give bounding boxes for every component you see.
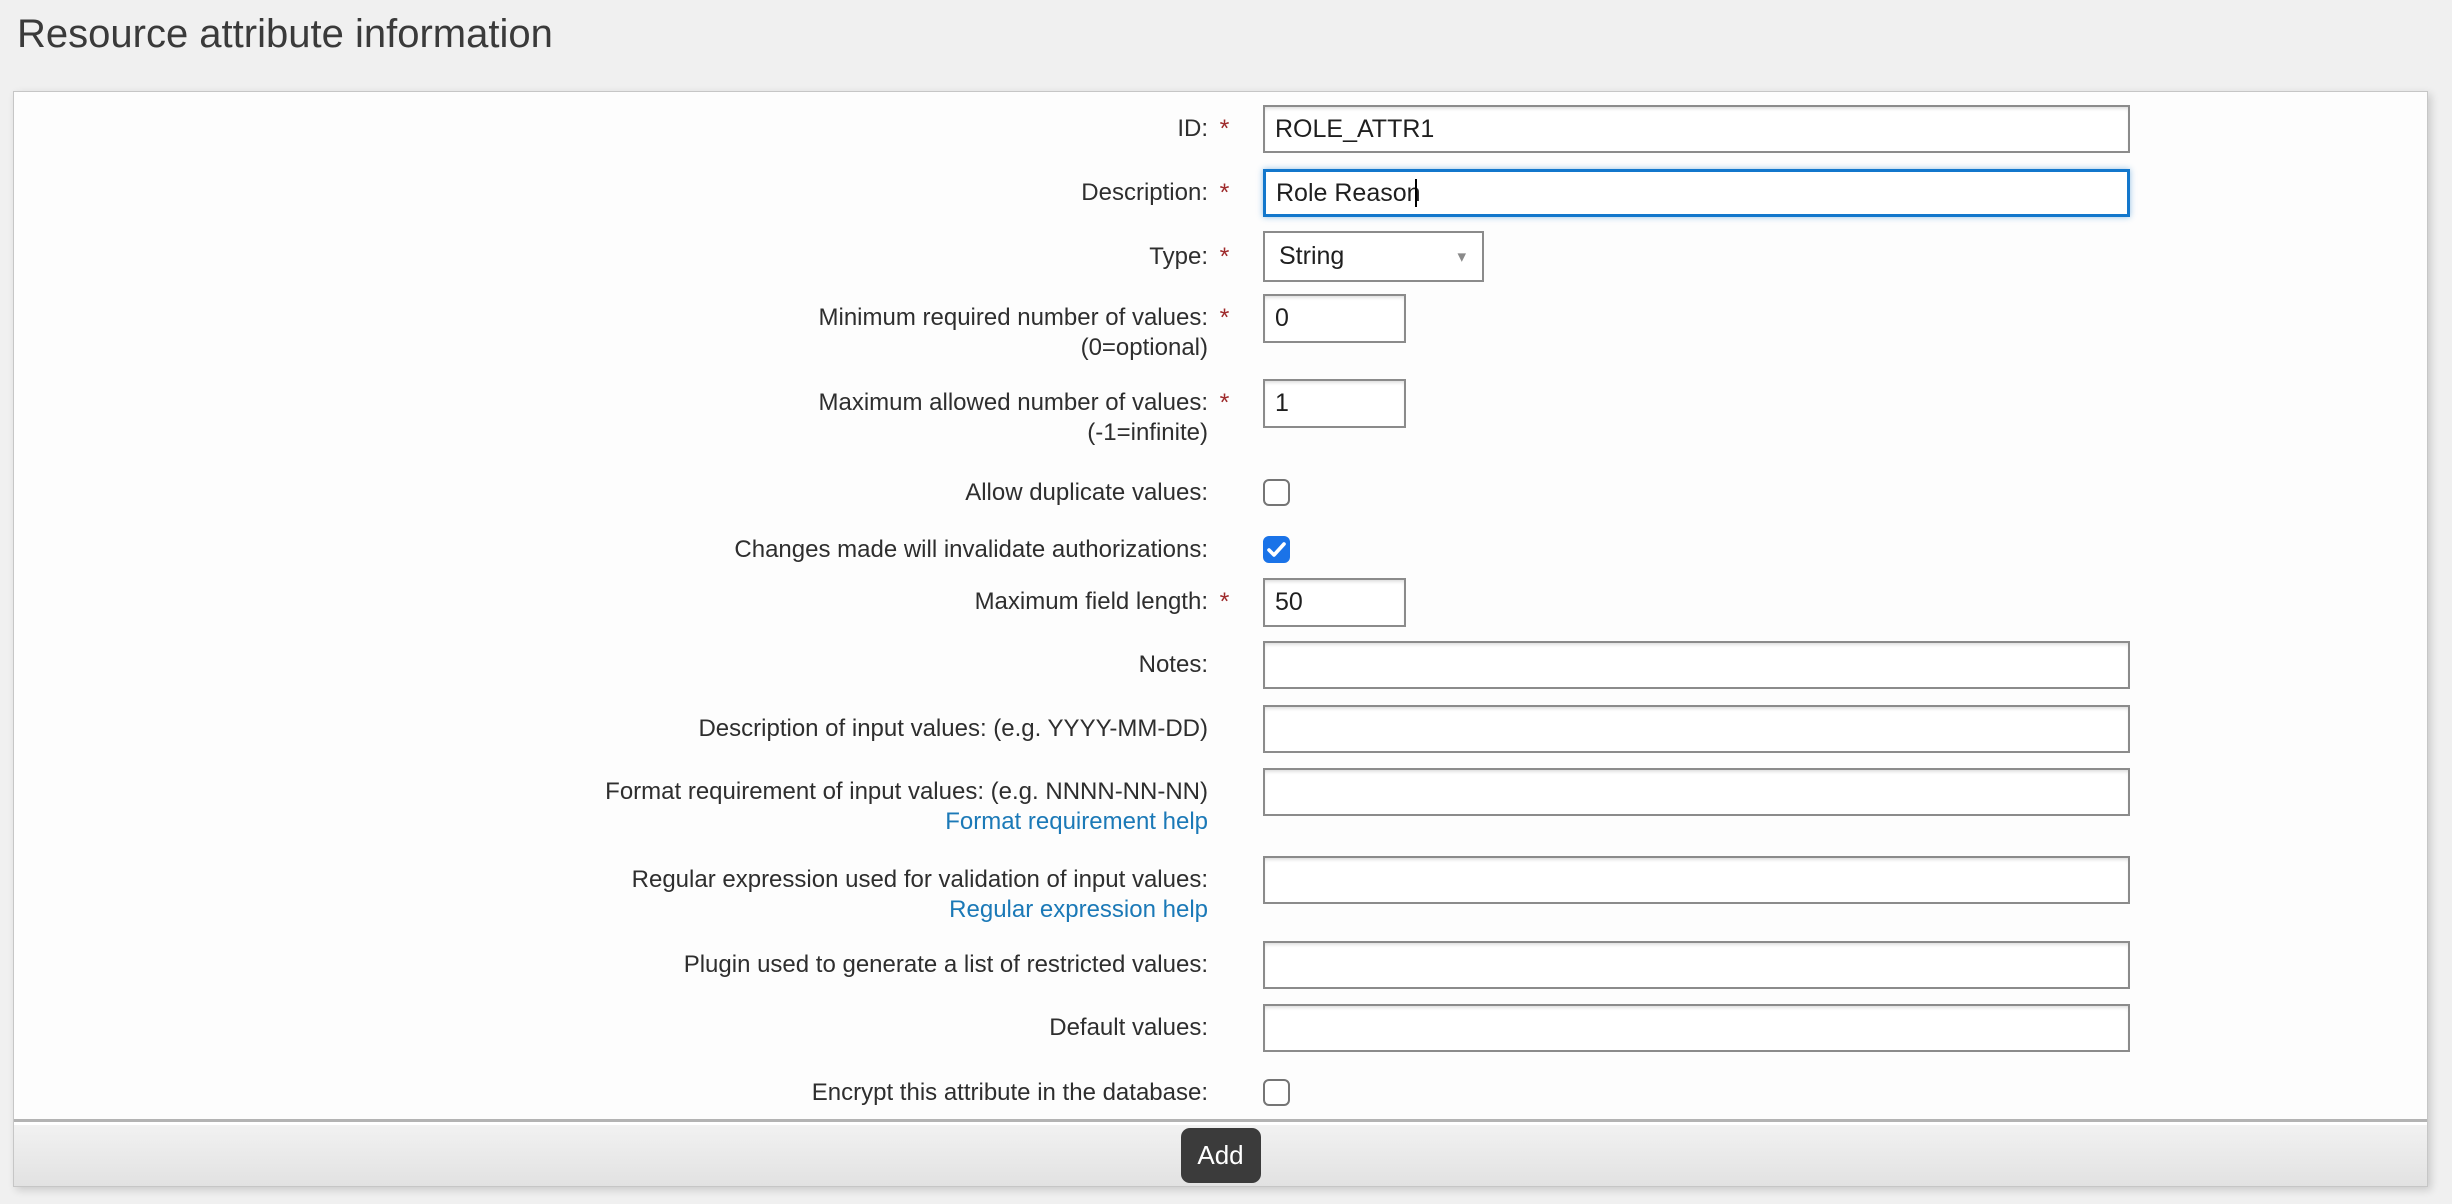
page-title: Resource attribute information: [17, 12, 553, 56]
regex-help-link[interactable]: Regular expression help: [949, 896, 1208, 923]
default-values-label: Default values:: [1049, 1014, 1208, 1041]
form-footer: [14, 1119, 2427, 1186]
min-values-label: Minimum required number of values: * (0=optional): [14, 303, 1241, 363]
description-label: Description: *: [14, 178, 1241, 208]
max-values-input[interactable]: [1263, 379, 1406, 428]
regex-input[interactable]: [1263, 856, 2130, 904]
id-input[interactable]: [1263, 105, 2130, 153]
id-label: ID: *: [14, 114, 1241, 144]
default-values-input[interactable]: [1263, 1004, 2130, 1052]
plugin-label: Plugin used to generate a list of restricted values:: [683, 951, 1208, 978]
required-asterisk: *: [1219, 588, 1230, 616]
text-caret: [1415, 179, 1417, 207]
min-values-note: (0=optional): [1080, 334, 1208, 361]
allow-duplicates-checkbox[interactable]: [1263, 479, 1290, 506]
type-label: Type: *: [14, 242, 1241, 272]
notes-label: Notes:: [1138, 651, 1208, 678]
format-requirement-input[interactable]: [1263, 768, 2130, 816]
format-requirement-label: Format requirement of input values: (e.g. NNNN-NN-NN) Format requirement help: [605, 778, 1208, 835]
type-select[interactable]: [1263, 231, 1484, 282]
plugin-input[interactable]: [1263, 941, 2130, 989]
type-select-value: String: [1279, 242, 1345, 270]
required-asterisk: *: [1219, 179, 1230, 207]
max-values-note: (-1=infinite): [1087, 419, 1208, 446]
encrypt-checkbox[interactable]: [1263, 1079, 1290, 1106]
regex-label: Regular expression used for validation of input values: Regular expression help: [631, 866, 1208, 923]
required-asterisk: *: [1219, 389, 1230, 417]
add-button[interactable]: Add: [1181, 1128, 1261, 1183]
required-asterisk: *: [1219, 304, 1230, 332]
required-asterisk: *: [1219, 243, 1230, 271]
required-asterisk: *: [1219, 115, 1230, 143]
chevron-down-icon: ▾: [1457, 246, 1466, 266]
format-requirement-help-link[interactable]: Format requirement help: [945, 808, 1208, 835]
invalidate-authorizations-checkbox[interactable]: [1263, 536, 1290, 563]
max-field-length-label: Maximum field length: *: [14, 587, 1241, 617]
invalidate-authorizations-label: Changes made will invalidate authorizations:: [734, 536, 1208, 563]
max-field-length-input[interactable]: [1263, 578, 1406, 627]
description-input[interactable]: [1263, 169, 2130, 217]
notes-input[interactable]: [1263, 641, 2130, 689]
max-values-label: Maximum allowed number of values: * (-1=infinite): [14, 388, 1241, 448]
min-values-input[interactable]: [1263, 294, 1406, 343]
encrypt-label: Encrypt this attribute in the database:: [811, 1079, 1208, 1106]
checkmark-icon: [1267, 542, 1286, 557]
input-description-input[interactable]: [1263, 705, 2130, 753]
resource-attribute-form-panel: [13, 91, 2428, 1187]
input-description-label: Description of input values: (e.g. YYYY-MM-DD): [698, 715, 1208, 742]
allow-duplicates-label: Allow duplicate values:: [965, 479, 1208, 506]
